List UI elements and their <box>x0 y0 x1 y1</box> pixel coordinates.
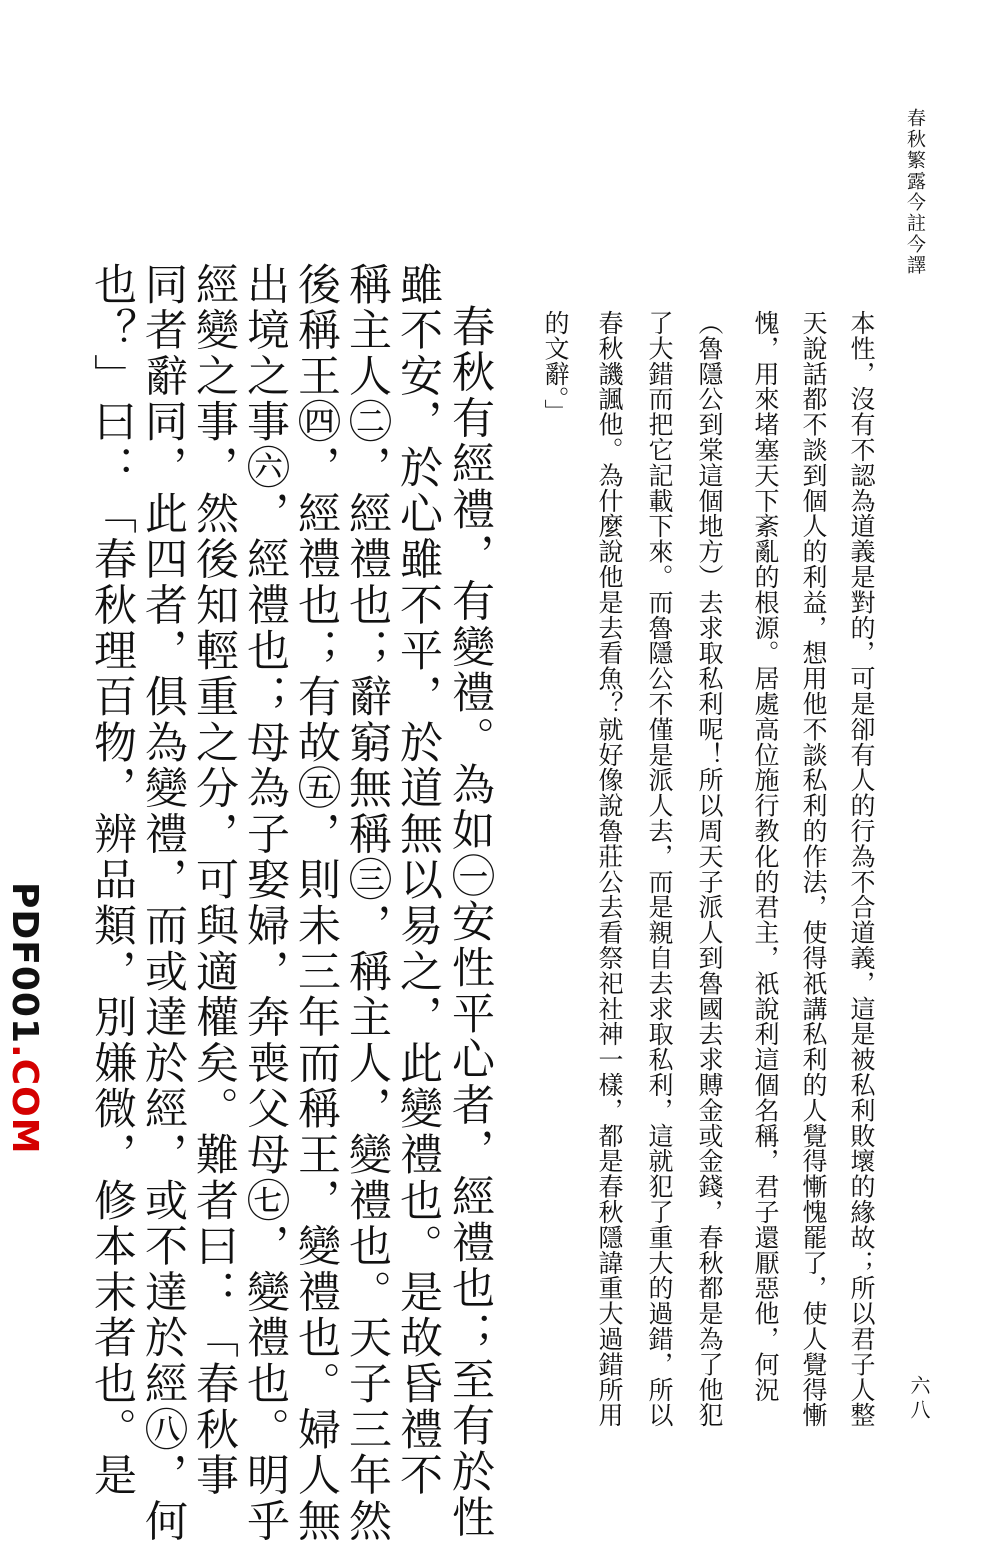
translation-line: 了大錯而把它記載下來。而魯隱公不僅是派人去，而是親自去求取私利，這就犯了重大的過錯，所以 <box>645 310 674 1428</box>
watermark-ext: .COM <box>4 1044 45 1155</box>
book-title: 春秋繁露今註今譯 <box>904 108 926 276</box>
translation-line: 的文辭。」 <box>541 310 570 425</box>
translation-line: 春秋譏諷他。為什麼說他是去看魚？就好像說魯莊公去看祭祀社神一樣，都是春秋隱諱重大過錯所用 <box>595 310 624 1428</box>
translation-line: 愧，用來堵塞天下紊亂的根源。居處高位施行教化的君主，祇說利這個名稱，君子還厭惡他，何況 <box>751 310 780 1403</box>
translation-line: 本性，沒有不認為道義是對的，可是卻有人的行為不合道義，這是被私利敗壞的緣故；所以君子人整 <box>847 310 876 1428</box>
translation-line: （魯隱公到棠這個地方）去求取私利呢！所以周天子派人到魯國去求賻金或金錢，春秋都是為了他犯 <box>695 310 724 1428</box>
watermark-main: PDF001 <box>4 882 45 1045</box>
translation-line: 天說話都不談到個人的利益，想用他不談私利的作法，使得祇講私利的人覺得慚愧罷了，使人覺得慚 <box>799 310 828 1428</box>
original-text-line: 同者辭同，此四者，俱為變禮，而或達於經，或不達於經㊇，何 <box>138 262 188 1544</box>
original-text-line: 也？」曰：「春秋理百物，辨品類，別嫌微，修本末者也。是 <box>87 262 137 1499</box>
original-text-line: 後稱王㊃，經禮也；有故㊄，則未三年而稱王，變禮也。婦人無 <box>291 262 341 1544</box>
original-text-line: 雖不安，於心雖不平，於道無以易之，此變禮也。是故昏禮不 <box>393 262 443 1499</box>
original-text-line: 稱主人㊁，經禮也；辭窮無稱㊂，稱主人，變禮也。天子三年然 <box>342 262 392 1544</box>
page-number: 六八 <box>907 1375 931 1423</box>
watermark-logo <box>4 882 45 1155</box>
original-text-line: 出境之事㊅，經禮也；母為子娶婦，奔喪父母㊆，變禮也。明乎 <box>240 262 290 1544</box>
original-text-line: 春秋有經禮，有變禮。為如㊀安性平心者，經禮也；至有於性 <box>445 304 495 1541</box>
original-text-line: 經變之事，然後知輕重之分，可與適權矣。難者曰：「春秋事 <box>189 262 239 1499</box>
